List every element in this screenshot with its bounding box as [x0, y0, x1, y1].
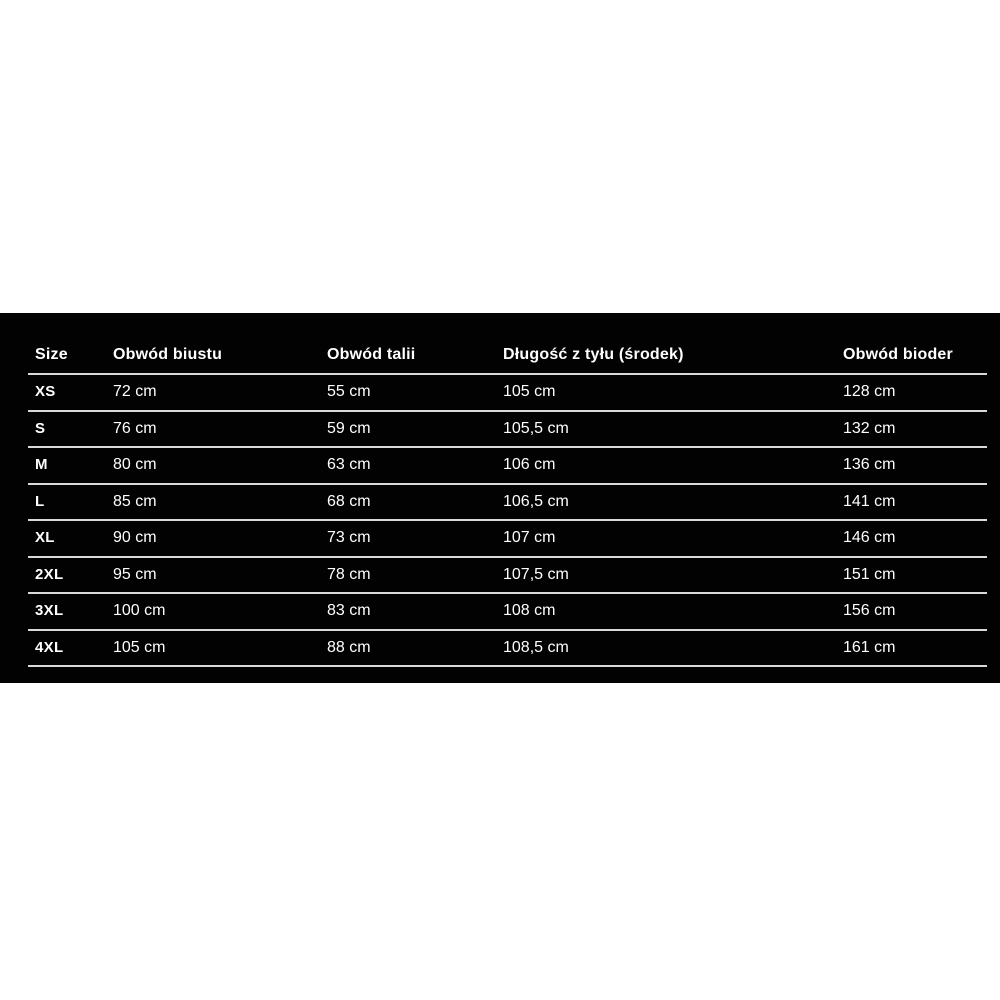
size-label: L [35, 492, 45, 510]
hips-value: 151 cm [843, 565, 896, 583]
hips-value: 146 cm [843, 529, 896, 547]
table-row-m [28, 448, 987, 485]
waist-value: 63 cm [327, 456, 371, 474]
size-label: XL [35, 529, 55, 546]
column-header-size: Size [35, 346, 68, 364]
back-length-value: 107 cm [503, 529, 556, 547]
hips-value: 132 cm [843, 419, 896, 437]
table-row-3xl [28, 594, 987, 631]
bust-value: 76 cm [113, 419, 157, 437]
hips-value: 161 cm [843, 638, 896, 656]
hips-value: 141 cm [843, 492, 896, 510]
bust-value: 72 cm [113, 383, 157, 401]
waist-value: 55 cm [327, 383, 371, 401]
bust-value: 80 cm [113, 456, 157, 474]
bust-value: 95 cm [113, 565, 157, 583]
size-label: M [35, 456, 48, 473]
bust-value: 100 cm [113, 602, 166, 620]
table-row-xs [28, 375, 987, 412]
table-row-xl [28, 521, 987, 558]
back-length-value: 107,5 cm [503, 565, 569, 583]
size-table [28, 313, 987, 667]
size-label: S [35, 419, 46, 437]
column-header-waist: Obwód talii [327, 346, 416, 364]
table-row-2xl [28, 558, 987, 595]
bust-value: 90 cm [113, 529, 157, 547]
bust-value: 105 cm [113, 638, 166, 656]
hips-value: 136 cm [843, 456, 896, 474]
size-chart-panel [0, 313, 1000, 683]
back-length-value: 106 cm [503, 456, 556, 474]
column-header-bust: Obwód biustu [113, 346, 223, 364]
waist-value: 59 cm [327, 419, 371, 437]
size-label: 4XL [35, 638, 64, 656]
hips-value: 128 cm [843, 383, 896, 401]
waist-value: 73 cm [327, 529, 371, 547]
back-length-value: 106,5 cm [503, 492, 569, 510]
back-length-value: 105,5 cm [503, 419, 569, 437]
waist-value: 83 cm [327, 602, 371, 620]
back-length-value: 105 cm [503, 383, 556, 401]
size-label: XS [35, 383, 56, 400]
table-row-s [28, 412, 987, 449]
waist-value: 88 cm [327, 638, 371, 656]
column-header-back-length: Długość z tyłu (środek) [503, 346, 684, 364]
hips-value: 156 cm [843, 602, 896, 620]
size-label: 3XL [35, 602, 64, 619]
back-length-value: 108,5 cm [503, 638, 569, 656]
bust-value: 85 cm [113, 492, 157, 510]
table-row-l [28, 485, 987, 522]
table-header-row [28, 313, 987, 375]
waist-value: 78 cm [327, 565, 371, 583]
waist-value: 68 cm [327, 492, 371, 510]
table-row-4xl [28, 631, 987, 668]
back-length-value: 108 cm [503, 602, 556, 620]
column-header-hips: Obwód bioder [843, 346, 953, 364]
size-label: 2XL [35, 565, 64, 583]
